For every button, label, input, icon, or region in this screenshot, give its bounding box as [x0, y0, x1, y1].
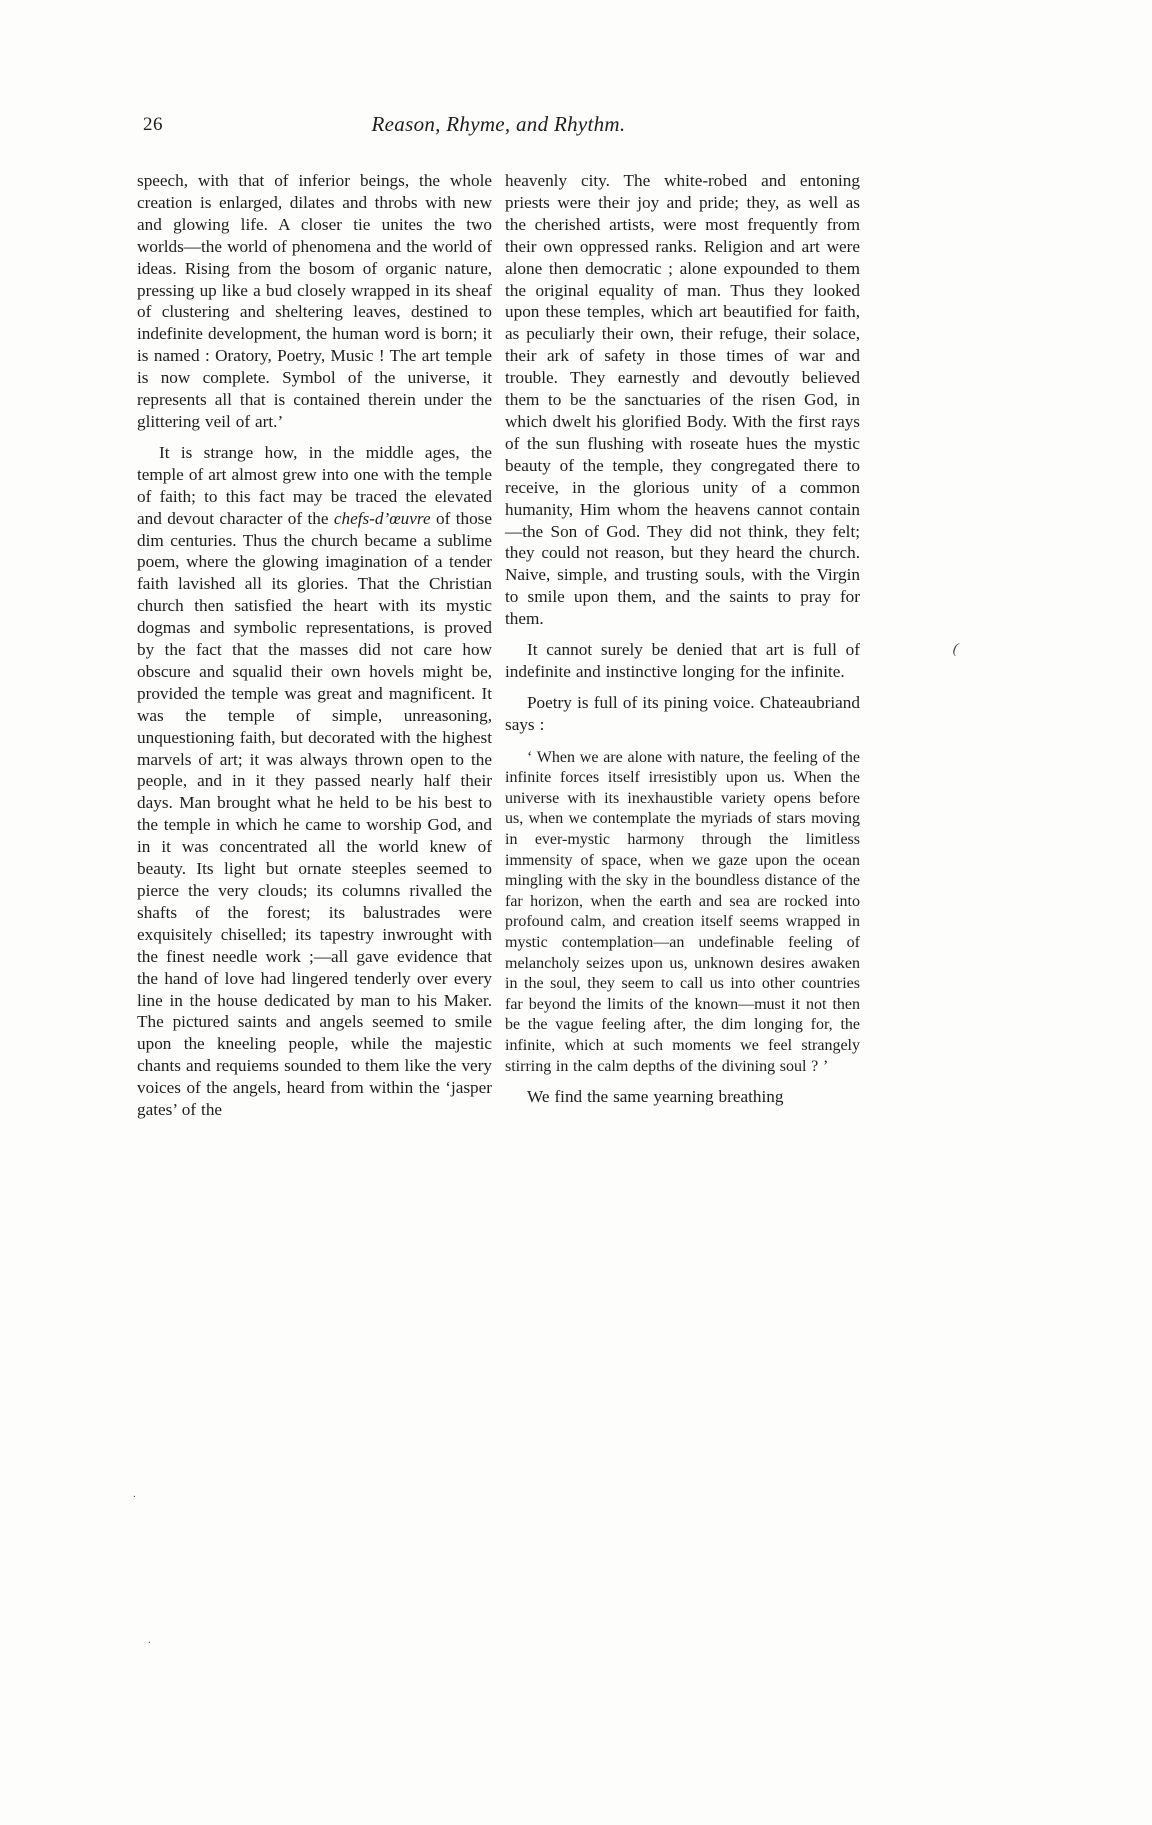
running-title: Reason, Rhyme, and Rhythm. [371, 112, 626, 136]
paragraph: It is strange how, in the middle ages, the temple of art almost grew into one with the temple of faith; to this fact may be traced the elevated and devout character of the chefs-d’œuvre of those dim centuries. Thus the church became a sublime poem, where the glowing imagination of a tender faith lavished all its glories. That the Christian church then satisfied the heart with its mystic dogmas and symbolic representations, is proved by the fact that the masses did not care how obscure and squalid their own hovels might be, provided the temple was great and magnificent. It was the temple of simple, unreasoning, unquestioning faith, but decorated with the highest marvels of art; it was always thrown open to the people, and in it they passed nearly half their days. Man brought what he held to be his best to the temple in which he came to worship God, and in it was concentrated all the world knew of beauty. Its light but ornate steeples seemed to pierce the very clouds; its columns rivalled the shafts of the forest; its balustrades were exquisitely chiselled; its tapestry inwrought with the finest needle work ;—all gave evidence that the hand of love had lingered tenderly over every line in the house dedicated by man to his Maker. The pictured saints and angels seemed to smile upon the kneeling people, while the majestic chants and requiems sounded to them like the very voices of the angels, heard from within the ‘jasper gates’ of the [137, 442, 492, 1120]
column-right [505, 170, 860, 1121]
paragraph: speech, with that of inferior beings, the whole creation is enlarged, dilates and throbs with new and glowing life. A closer tie unites the two worlds—the world of phenomena and the world of ideas. Rising from the bosom of organic nature, pressing up like a bud closely wrapped in its sheaf of clustering and sheltering leaves, destined to indefinite development, the human word is born; it is named : Oratory, Poetry, Music ! The art temple is now complete. Symbol of the universe, it represents all that is contained therein under the glittering veil of art.’ [137, 171, 492, 431]
page-header [137, 112, 860, 142]
scan-artifact: ( [951, 640, 960, 658]
column-left [137, 170, 492, 1121]
scan-artifact: . [133, 1488, 136, 1500]
paragraph: We find the same yearning breathing [527, 1087, 784, 1107]
paragraph: heavenly city. The white-robed and entoning priests were their joy and pride; they, as well as the cherished artists, were most frequently from their own oppressed ranks. Religion and art were alone then democratic ; alone expounded to them the original equality of man. Thus they looked upon these temples, which art beautified for faith, as peculiarly their own, their refuge, their solace, their ark of safety in those times of war and trouble. They earnestly and devoutly believed them to be the sanctuaries of the risen God, in which dwelt his glorified Body. With the first rays of the sun flushing with roseate hues the mystic beauty of the temple, they congregated there to receive, in the glorious unity of a common humanity, Him whom the heavens cannot contain—the Son of God. They did not think, they felt; they could not reason, but they heard the church. Naive, simple, and trusting souls, with the Virgin to smile upon them, and the saints to pray for them. [505, 171, 860, 629]
scan-artifact: . [148, 1634, 151, 1646]
paragraph: ‘ When we are alone with nature, the feeling of the infinite forces itself irresistibly upon us. When the universe with its inexhaustible variety opens before us, when we contemplate the myriads of stars moving in ever-mystic harmony through the limitless immensity of space, when we gaze upon the ocean mingling with the sky in the boundless distance of the far horizon, when the earth and sea are rocked into profound calm, and creation itself seems wrapped in mystic contemplation—an undefinable feeling of melancholy seizes upon us, unknown desires awaken in the soul, they seem to call us into other countries far beyond the limits of the known—must it not then be the vague feeling after, the dim longing for, the infinite, which at such moments we feel strangely stirring in the calm depths of the divining soul ? ’ [505, 748, 860, 1075]
paragraph: Poetry is full of its pining voice. Chateaubriand says : [505, 692, 860, 734]
paragraph: It cannot surely be denied that art is full of indefinite and instinctive longing for the infinite. [505, 640, 860, 681]
page-number: 26 [143, 114, 163, 135]
text-columns [137, 170, 860, 1121]
